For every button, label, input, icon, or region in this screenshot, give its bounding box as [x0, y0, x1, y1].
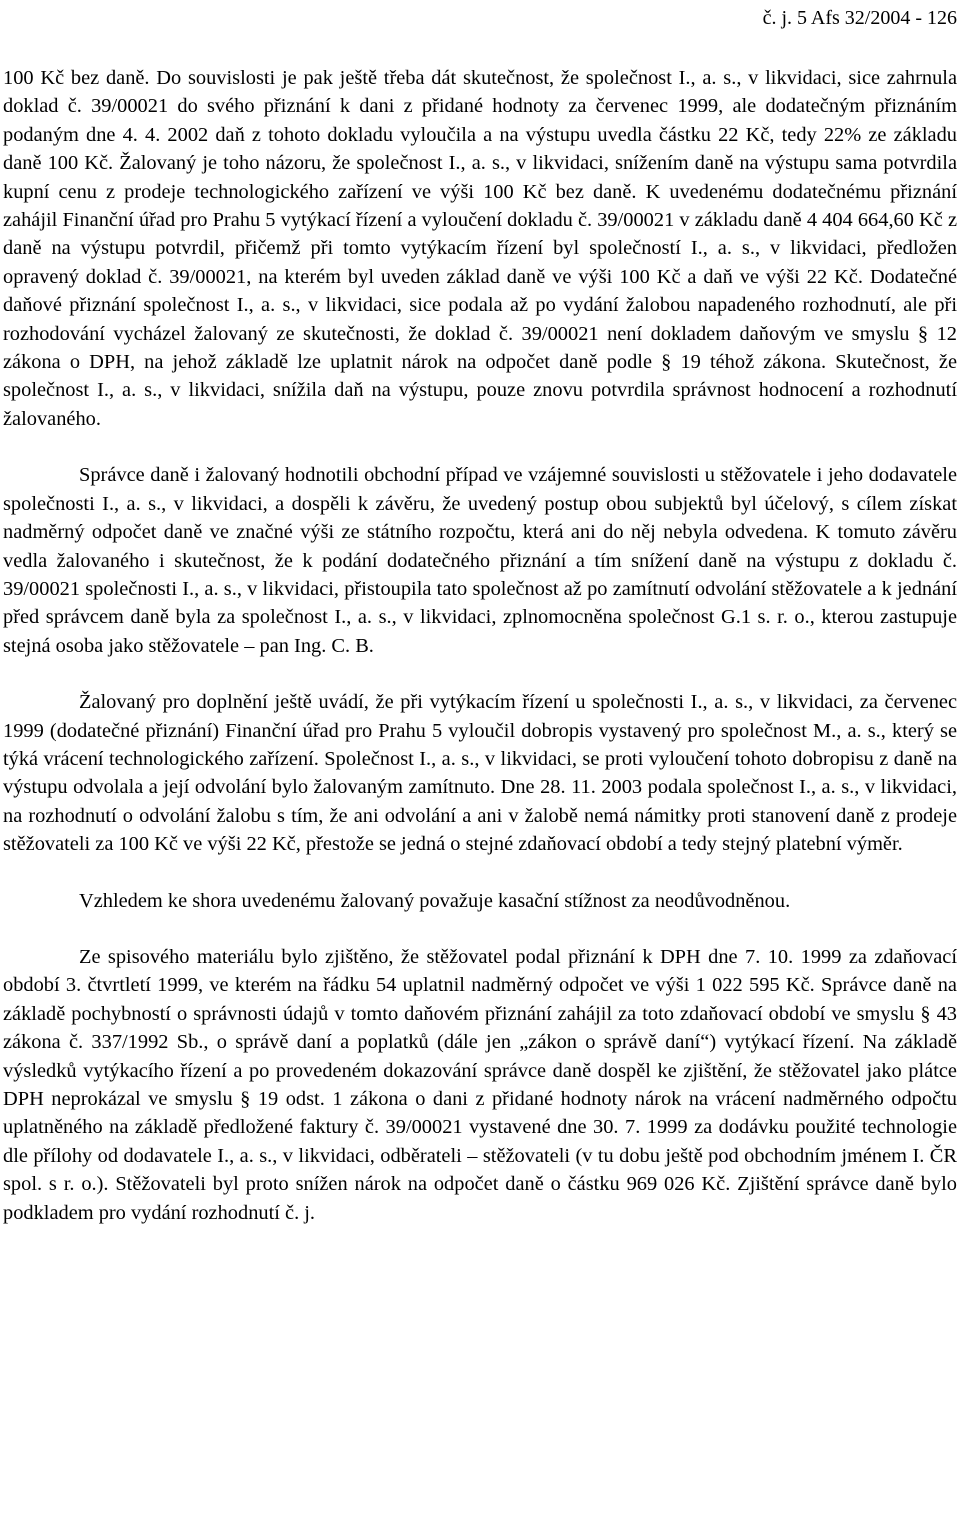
paragraph-3: Žalovaný pro doplnění ještě uvádí, že při vytýkacím řízení u společnosti I., a. s., v likvidaci, za červenec 1999 (dodatečné přiznání) Finanční úřad pro Prahu 5 vyloučil dobropis vystavený pro společnost M., a. s., který se týká vrácení technologického zařízení. Společnost I., a. s., v likvidaci, se proti vyloučení tohoto dobropisu z daně na výstupu odvolala a její odvolání bylo žalovaným zamítnuto. Dne 28. 11. 2003 podala společnost I., a. s., v likvidaci, na rozhodnutí o odvolání žalobu s tím, že ani odvolání a ani v žalobě nemá námitky proti stanovení daně z prodeje stěžovateli za 100 Kč ve výši 22 Kč, přestože se jedná o stejné zdaňovací období a tedy stejný platební výměr. — [3, 691, 957, 856]
paragraph-spacer — [3, 859, 957, 887]
paragraph-5: Ze spisového materiálu bylo zjištěno, že stěžovatel podal přiznání k DPH dne 7. 10. 1999 za zdaňovací období 3. čtvrtletí 1999, ve kterém na řádku 54 uplatnil nadměrný odpočet ve výši 1 022 595 Kč. Správce daně na základě pochybností o správnosti údajů v tomto daňovém přiznání zahájil za toto zdaňovací období ve smyslu § 43 zákona č. 337/1992 Sb., o správě daní a poplatků (dále jen „zákon o správě daní“) vytýkací řízení. Na základě výsledků vytýkacího řízení a po provedeném dokazování správce daně dospěl ke zjištění, že stěžovatel jako plátce DPH neprokázal ve smyslu § 19 odst. 1 zákona o dani z přidané hodnoty nárok na vrácení nadměrného odpočtu uplatněného na základě předložené faktury č. 39/00021 vystavené dne 30. 7. 1999 za dodávku použité technologie dle přílohy od dodavatele I., a. s., v likvidaci, odběrateli – stěžovateli (v tu dobu ještě pod obchodním jménem I. ČR spol. s r. o.). Stěžovateli byl proto snížen nárok na odpočet daně o částku 969 026 Kč. Zjištění správce daně bylo podkladem pro vydání rozhodnutí č. j. — [3, 945, 957, 1224]
paragraph-1: 100 Kč bez daně. Do souvislosti je pak ještě třeba dát skutečnost, že společnost I., a. s., v likvidaci, sice zahrnula doklad č. 39/00021 do svého přiznání k dani z přidané hodnoty za červenec 1999, ale dodatečným přiznáním podaným dne 4. 4. 2002 daň z tohoto dokladu vyloučila a na výstupu uvedla částku 22 Kč, tedy 22% ze základu daně 100 Kč. Žalovaný je toho názoru, že společnost I., a. s., v likvidaci, snížením daně na výstupu sama potvrdila kupní cenu z prodeje technologického zařízení ve výši 100 Kč bez daně. K uvedenému dodatečnému přiznání zahájil Finanční úřad pro Prahu 5 vytýkací řízení a vyloučení dokladu č. 39/00021 v základu daně 4 404 664,60 Kč z daně na výstupu potvrdil, přičemž při tomto vytýkacím řízení byl společností I., a. s., v likvidaci, předložen opravený doklad č. 39/00021, na kterém byl uveden základ daně ve výši 100 Kč a daň ve výši 22 Kč. Dodatečné daňové přiznání společnost I., a. s., v likvidaci, sice podala až po vydání žalobou napadeného rozhodnutí, ale při rozhodování vycházel žalovaný ze skutečnosti, že doklad č. 39/00021 není dokladem daňovým ve smyslu § 12 zákona o DPH, na jehož základě lze uplatnit nárok na odpočet daně podle § 19 téhož zákona. Skutečnost, že společnost I., a. s., v likvidaci, snížila daň na výstupu, pouze znovu potvrdila správnost hodnocení a rozhodnutí žalovaného. — [3, 67, 957, 430]
paragraph-2: Správce daně i žalovaný hodnotili obchodní případ ve vzájemné souvislosti u stěžovatele i jeho dodavatele společnosti I., a. s., v likvidaci, a dospěli k závěru, že uvedený postup obou subjektů byl účelový, s cílem získat nadměrný odpočet daně ve značné výši ze státního rozpočtu, která ani do něj nebyla odvedena. K tomuto závěru vedla žalovaného i skutečnost, že k podání dodatečného přiznání a tím snížení daně na výstupu z dokladu č. 39/00021 společnosti I., a. s., v likvidaci, přistoupila tato společnost až po zamítnutí odvolání stěžovatele a k jednání před správcem daně byla za společnost I., a. s., v likvidaci, zplnomocněna společnost G.1 s. r. o., kterou zastupuje stejná osoba jako stěžovatele – pan Ing. C. B. — [3, 464, 957, 657]
case-number-header: č. j. 5 Afs 32/2004 - 126 — [762, 7, 957, 29]
paragraph-spacer — [3, 915, 957, 943]
document-page — [3, 0, 957, 1227]
paragraph-spacer — [3, 433, 957, 461]
paragraph-spacer — [3, 660, 957, 688]
paragraph-4: Vzhledem ke shora uvedenému žalovaný považuje kasační stížnost za neodůvodněnou. — [79, 889, 791, 912]
